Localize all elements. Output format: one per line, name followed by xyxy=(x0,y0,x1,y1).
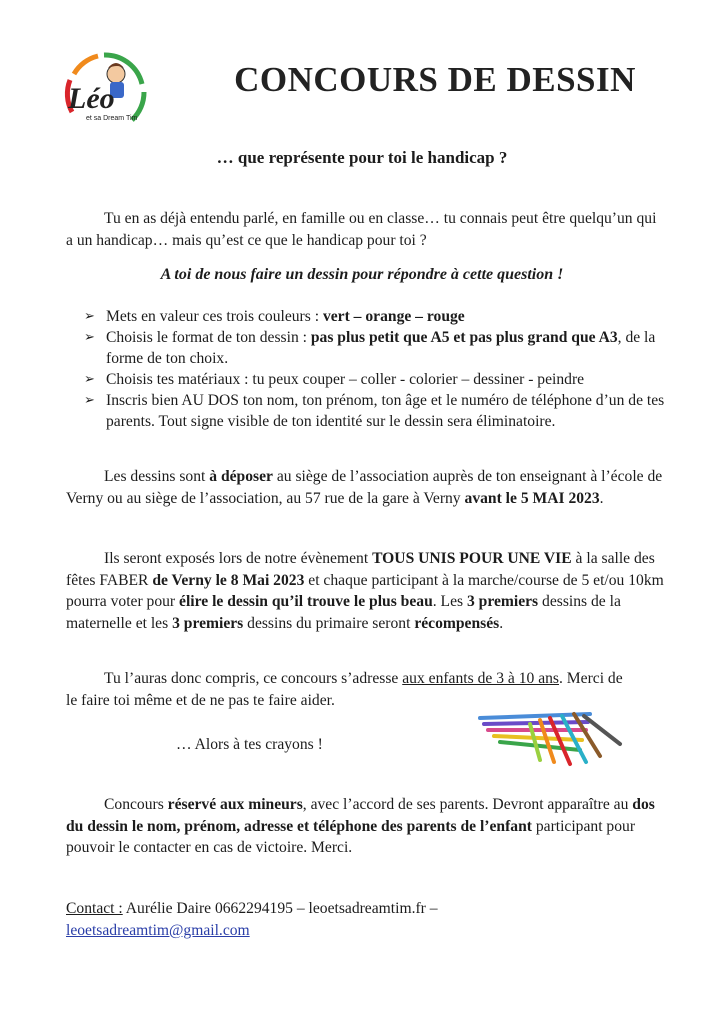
contact-details: Aurélie Daire 0662294195 – leoetsadreamtim.fr – xyxy=(122,900,438,917)
list-item: ➢ Choisis tes matériaux : tu peux couper – coller - colorier – dessiner - peindre xyxy=(84,371,585,388)
logo-subtext: et sa Dream Tim xyxy=(86,115,138,122)
expo-paragraph: Ils seront exposés lors de notre évènement TOUS UNIS POUR UNE VIE à la salle des fêtes FABER de Verny le 8 Mai 2023 et chaque participant à la marche/course de 5 et/ou 10km pourra voter pour élire le dessin qu’il trouve le plus beau. Les 3 premiers dessins de la maternelle et les 3 premiers dessins du primaire seront récompensés. xyxy=(66,550,664,632)
arrow-bullet-icon: ➢ xyxy=(84,372,95,387)
page-title: CONCOURS DE DESSIN xyxy=(234,60,636,99)
leo-logo xyxy=(58,50,150,132)
list-item: ➢ Inscris bien AU DOS ton nom, ton prénom, ton âge et le numéro de téléphone d’un de tes parents. Tout signe visible de ton identité sur le dessin sera éliminatoire. xyxy=(84,392,665,430)
rules-list xyxy=(84,306,674,432)
minors-paragraph: Concours réservé aux mineurs, avec l’accord de ses parents. Devront apparaître au dos du dessin le nom, prénom, adresse et téléphone des parents de l’enfant participant pour pouvoir le contacter en cas de victoire. Merci. xyxy=(66,796,655,856)
callout: A toi de nous faire un dessin pour répondre à cette question ! xyxy=(160,266,564,283)
closing-line: … Alors à tes crayons ! xyxy=(176,736,323,753)
audience-paragraph: Tu l’auras donc compris, ce concours s’adresse aux enfants de 3 à 10 ans. Merci de le faire toi même et de ne pas te faire aider. xyxy=(66,670,623,709)
list-item: ➢ Choisis le format de ton dessin : pas plus petit que A5 et pas plus grand que A3, de la forme de ton choix. xyxy=(84,329,656,367)
arrow-bullet-icon: ➢ xyxy=(84,393,95,408)
contact-block xyxy=(66,898,666,941)
colored-pencils-icon xyxy=(470,700,630,770)
arrow-bullet-icon: ➢ xyxy=(84,330,95,345)
subtitle: … que représente pour toi le handicap ? xyxy=(216,148,508,167)
deposit-paragraph: Les dessins sont à déposer au siège de l’association auprès de ton enseignant à l’école de Verny ou au siège de l’association, au 57 rue de la gare à Verny avant le 5 MAI 2023. xyxy=(66,468,663,507)
contact-email-link[interactable]: leoetsadreamtim@gmail.com xyxy=(66,921,250,939)
intro-paragraph: Tu en as déjà entendu parlé, en famille ou en classe… tu connais peut être quelqu’un qui a un handicap… mais qu’est ce que le handicap pour toi ? xyxy=(66,210,657,249)
arrow-bullet-icon: ➢ xyxy=(84,309,95,324)
logo-text: Léo xyxy=(68,82,115,115)
list-item: ➢ Mets en valeur ces trois couleurs : vert – orange – rouge xyxy=(84,308,465,325)
contact-label: Contact : xyxy=(66,900,123,917)
